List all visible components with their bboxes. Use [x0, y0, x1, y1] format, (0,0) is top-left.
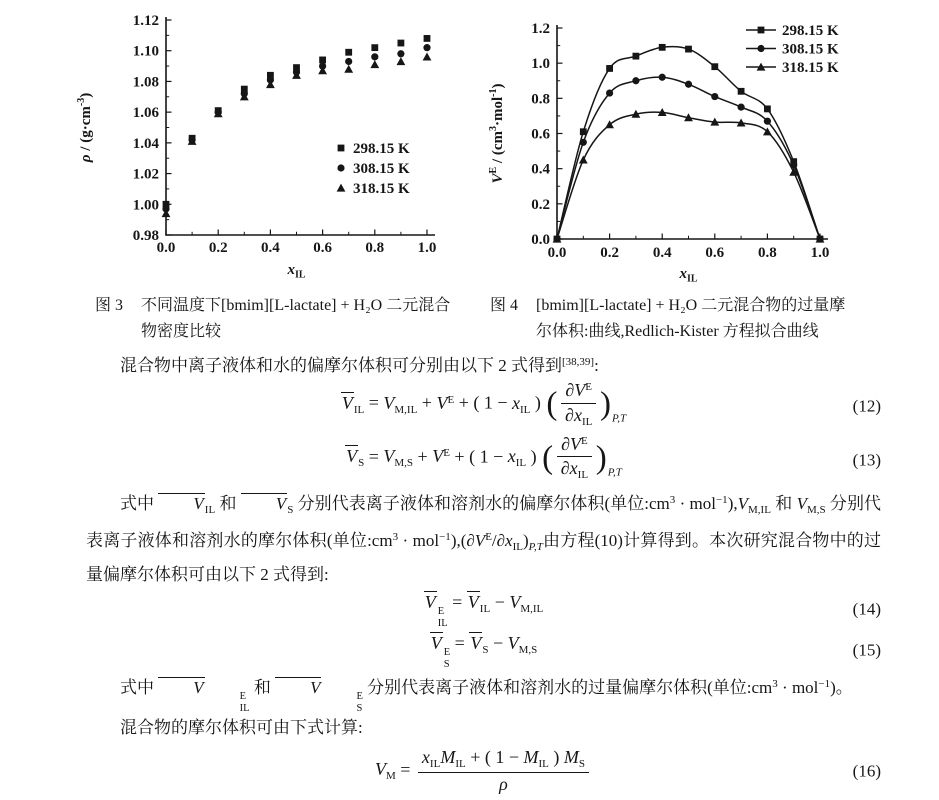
svg-text:1.0: 1.0: [417, 240, 437, 256]
figures-row: [0, 0, 939, 288]
body-text: [0, 345, 939, 800]
equation-12-number: (12): [852, 396, 881, 416]
equation-16-formula: $V_M$ = $x_{IL}M_{IL}$ + ( $1 - M_{IL}$ ) $M_S$ ρ: [375, 747, 592, 796]
svg-text:0.4: 0.4: [261, 240, 280, 256]
svg-text:0.98: 0.98: [132, 228, 159, 244]
equation-14-formula: V E IL = $V_{IL} - V_{M,IL}$: [424, 592, 544, 629]
svg-text:0.8: 0.8: [758, 245, 777, 261]
svg-text:0.0: 0.0: [531, 232, 550, 248]
figure4-caption-line2: 尔体积:曲线,Redlich-Kister 方程拟合曲线: [536, 323, 819, 340]
svg-text:ρ / (g·cm-3): $\rho / (g\cdot cm^{-3})$: [76, 92, 94, 163]
equation-15-number: (15): [852, 640, 881, 660]
figure3-caption-line1: 不同温度下[bmim][L-lactate] + H₂O 二元混合: [141, 297, 451, 314]
svg-text:1.00: 1.00: [132, 197, 159, 214]
figure4-label: 图 4: [490, 297, 519, 314]
svg-text:0.8: 0.8: [531, 91, 550, 108]
svg-text:308.15 K: 308.15 K: [353, 161, 410, 177]
figure4-excess-volume-chart: [460, 0, 939, 288]
svg-text:0.4: 0.4: [531, 161, 550, 178]
svg-text:0.8: 0.8: [365, 240, 385, 256]
svg-text:1.0: 1.0: [531, 56, 550, 73]
svg-text:0.2: 0.2: [600, 245, 619, 261]
svg-text:1.04: 1.04: [132, 135, 159, 152]
svg-text:0.6: 0.6: [531, 126, 550, 143]
svg-text:VE / (cm3·mol-1): $V^E / (cm^3\cdot mol^{-1})$: [488, 83, 506, 184]
equation-16: [86, 742, 881, 800]
figure3-caption: [95, 293, 490, 345]
svg-text:0.6: 0.6: [313, 240, 332, 256]
svg-text:1.06: 1.06: [132, 105, 159, 122]
equation-14-number: (14): [852, 599, 881, 619]
paragraph-molar-volume: 混合物的摩尔体积可由下式计算:: [120, 718, 363, 738]
svg-text:298.15 K: 298.15 K: [782, 23, 839, 39]
equation-14: [86, 589, 881, 629]
equation-15-formula: V E S = $V_S - V_{M,S}$: [430, 633, 538, 670]
svg-text:0.2: 0.2: [208, 240, 228, 256]
paragraph-partial-molar: 式中 $V_{IL}$ 和 $V_S$ 分别代表离子液体和溶剂水的偏摩尔体积(单位$:cm^3 \cdot mol^{-1}),V_{M,IL}$ 和 $V_{M,S}$ 分别代表离子液体和溶剂水的摩尔体积(单位$:cm^3 \cdot mol^{-1}),(\partial V^E/\partial x_{IL})_{P,T}$由方程(10)计算得到。本次研究混合物中的过量偏摩尔体积可由以下 2 式得到:: [86, 494, 881, 585]
figure4-caption: [490, 293, 939, 345]
equation-13-formula: $V_S = V_{M,S} + V^E$ + ( $1 - x_{IL}$ ) ( $\partial V^E$ $\partial x_{IL}$ )$_{P,T}$: [346, 433, 622, 482]
paragraph-intro: 混合物中离子液体和水的偏摩尔体积可分别由以下 2 式得到[38,39]:: [120, 356, 599, 375]
svg-text:0.6: 0.6: [705, 245, 725, 261]
svg-text:1.12: 1.12: [132, 13, 159, 29]
equation-12-formula: $V_{IL} = V_{M,IL} + V^E$ + ( $1 - x_{IL}$ ) ( $\partial V^E$ $\partial x_{IL}$ )$_{P,T}$: [341, 380, 627, 428]
svg-text:298.15 K: 298.15 K: [353, 141, 410, 157]
svg-text:318.15 K: 318.15 K: [353, 181, 410, 197]
figure3-density-chart: [60, 0, 460, 288]
equation-13: [86, 434, 881, 487]
figure3-label: 图 3: [95, 297, 124, 314]
figure4-caption-line1: [bmim][L-lactate] + H₂O 二元混合物的过量摩: [536, 297, 846, 314]
svg-text:318.15 K: 318.15 K: [782, 60, 839, 76]
svg-text:1.0: 1.0: [810, 245, 830, 261]
svg-text:0.2: 0.2: [531, 196, 550, 213]
svg-text:0.0: 0.0: [156, 240, 176, 256]
svg-text:1.2: 1.2: [531, 21, 550, 37]
svg-text:xIL: $x_{IL}$: [287, 262, 306, 281]
svg-text:1.08: 1.08: [132, 74, 159, 91]
svg-text:1.10: 1.10: [132, 43, 159, 60]
equation-15: [86, 630, 881, 670]
equation-12: [86, 380, 881, 433]
equation-16-number: (16): [852, 761, 881, 781]
svg-text:xIL: $x_{IL}$: [679, 266, 698, 285]
equation-13-number: (13): [852, 450, 881, 470]
captions-row: [0, 293, 939, 345]
paragraph-excess-partial: 式中 V E IL 和 V E S 分别代表离子液体和溶剂水的过量偏摩尔体积(单位$:cm^3 \cdot mol^{-1}$)。: [120, 678, 853, 714]
svg-text:308.15 K: 308.15 K: [782, 41, 839, 58]
svg-text:0.0: 0.0: [547, 245, 567, 261]
svg-text:1.02: 1.02: [132, 166, 159, 183]
figure3-caption-line2: 物密度比较: [141, 323, 222, 340]
svg-text:0.4: 0.4: [652, 245, 672, 261]
